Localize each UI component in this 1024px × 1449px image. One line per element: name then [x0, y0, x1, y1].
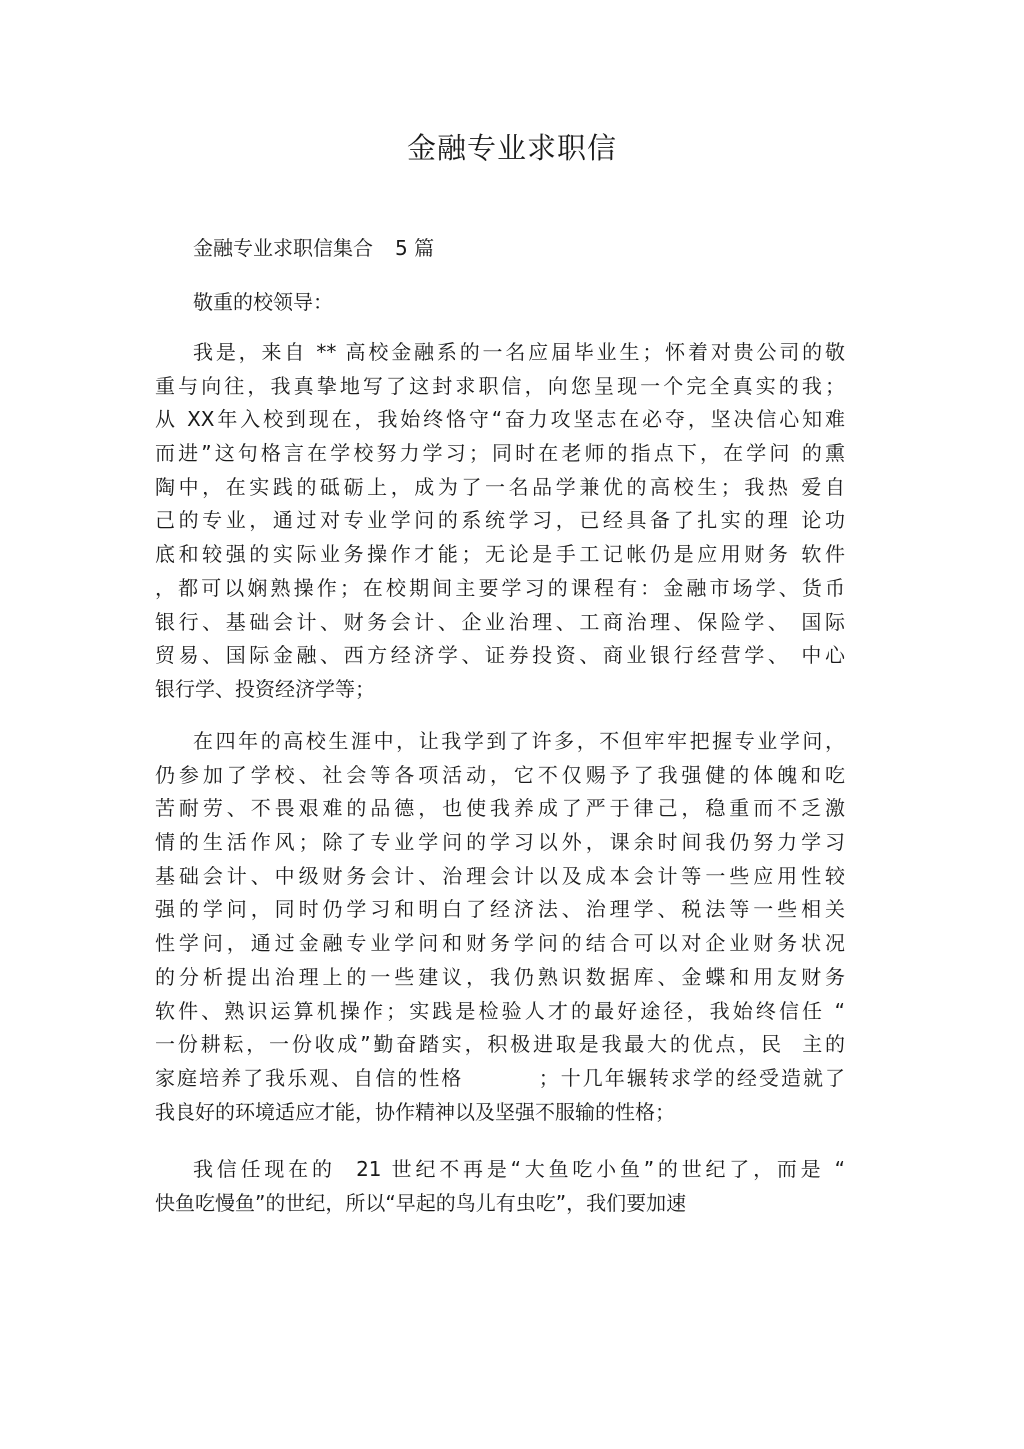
paragraph-line: 在四年的高校生涯中，让我学到了许多，不但牢牢把握专业学问，	[193, 729, 845, 753]
subtitle-text: 金融专业求职信集合	[193, 236, 373, 260]
paragraph-line: 性学问，通过金融专业学问和财务学问的结合可以对企业财务状况	[155, 931, 845, 956]
document-subtitle	[193, 232, 434, 261]
paragraph-line: 苦耐劳、不畏艰难的品德，也使我养成了严于律己，稳重而不乏激	[155, 796, 845, 821]
paragraph-1	[155, 336, 845, 707]
paragraph-line: 贸易、国际金融、西方经济学、证券投资、商业银行经营学、 中心	[155, 643, 845, 668]
paragraph-line: 软件、熟识运算机操作；实践是检验人才的最好途径，我始终信任 “	[155, 998, 845, 1023]
paragraph-line: 己的专业，通过对专业学问的系统学习，已经具备了扎实的理 论功	[155, 508, 845, 533]
paragraph-line: 银行学、投资经济学等；	[155, 676, 375, 701]
paragraph-line: 而进”这句格言在学校努力学习；同时在老师的指点下，在学问 的熏	[155, 441, 845, 466]
paragraph-line: 底和较强的实际业务操作才能；无论是手工记帐仍是应用财务 软件	[155, 542, 845, 567]
paragraph-line: 银行、基础会计、财务会计、企业治理、工商治理、保险学、 国际	[155, 609, 845, 634]
paragraph-line: 我是，来自 ** 高校金融系的一名应届毕业生；怀着对贵公司的敬	[193, 340, 845, 364]
paragraph-line: 我信任现在的 21 世纪不再是“大鱼吃小鱼”的世纪了，而是 “	[193, 1157, 845, 1181]
paragraph-line: 的分析提出治理上的一些建议，我仍熟识数据库、金蝶和用友财务	[155, 964, 845, 989]
paragraph-line: 仍参加了学校、社会等各项活动，它不仅赐予了我强健的体魄和吃	[155, 762, 845, 787]
paragraph-line: 陶中，在实践的砥砺上，成为了一名品学兼优的高校生；我热 爱自	[155, 474, 845, 499]
paragraph-line: 重与向往，我真挚地写了这封求职信，向您呈现一个完全真实的我；	[155, 373, 845, 398]
paragraph-line: 我良好的环境适应才能，协作精神以及坚强不服输的性格；	[155, 1099, 675, 1124]
subtitle-count: 5 篇	[395, 236, 435, 260]
paragraph-line: 从 XX年入校到现在，我始终恪守“奋力攻坚志在必夺，坚决信心知难	[155, 407, 845, 432]
paragraph-line: 情的生活作风；除了专业学问的学习以外，课余时间我仍努力学习	[155, 830, 845, 855]
paragraph-line: ，都可以娴熟操作；在校期间主要学习的课程有：金融市场学、货币	[155, 575, 845, 600]
paragraph-3	[155, 1153, 845, 1220]
paragraph-line: 强的学问，同时仍学习和明白了经济法、治理学、税法等一些相关	[155, 897, 845, 922]
paragraph-2	[155, 725, 845, 1129]
document-title: 金融专业求职信	[406, 131, 617, 165]
salutation: 敬重的校领导：	[193, 290, 333, 314]
paragraph-line: 一份耕耘，一份收成”勤奋踏实，积极进取是我最大的优点，民 主的	[155, 1032, 845, 1057]
paragraph-line: 基础会计、中级财务会计、治理会计以及成本会计等一些应用性较	[155, 863, 845, 888]
paragraph-line: 家庭培养了我乐观、自信的性格 ；十几年辗转求学的经受造就了	[155, 1065, 845, 1090]
paragraph-line: 快鱼吃慢鱼”的世纪，所以“早起的鸟儿有虫吃”，我们要加速	[155, 1190, 687, 1215]
